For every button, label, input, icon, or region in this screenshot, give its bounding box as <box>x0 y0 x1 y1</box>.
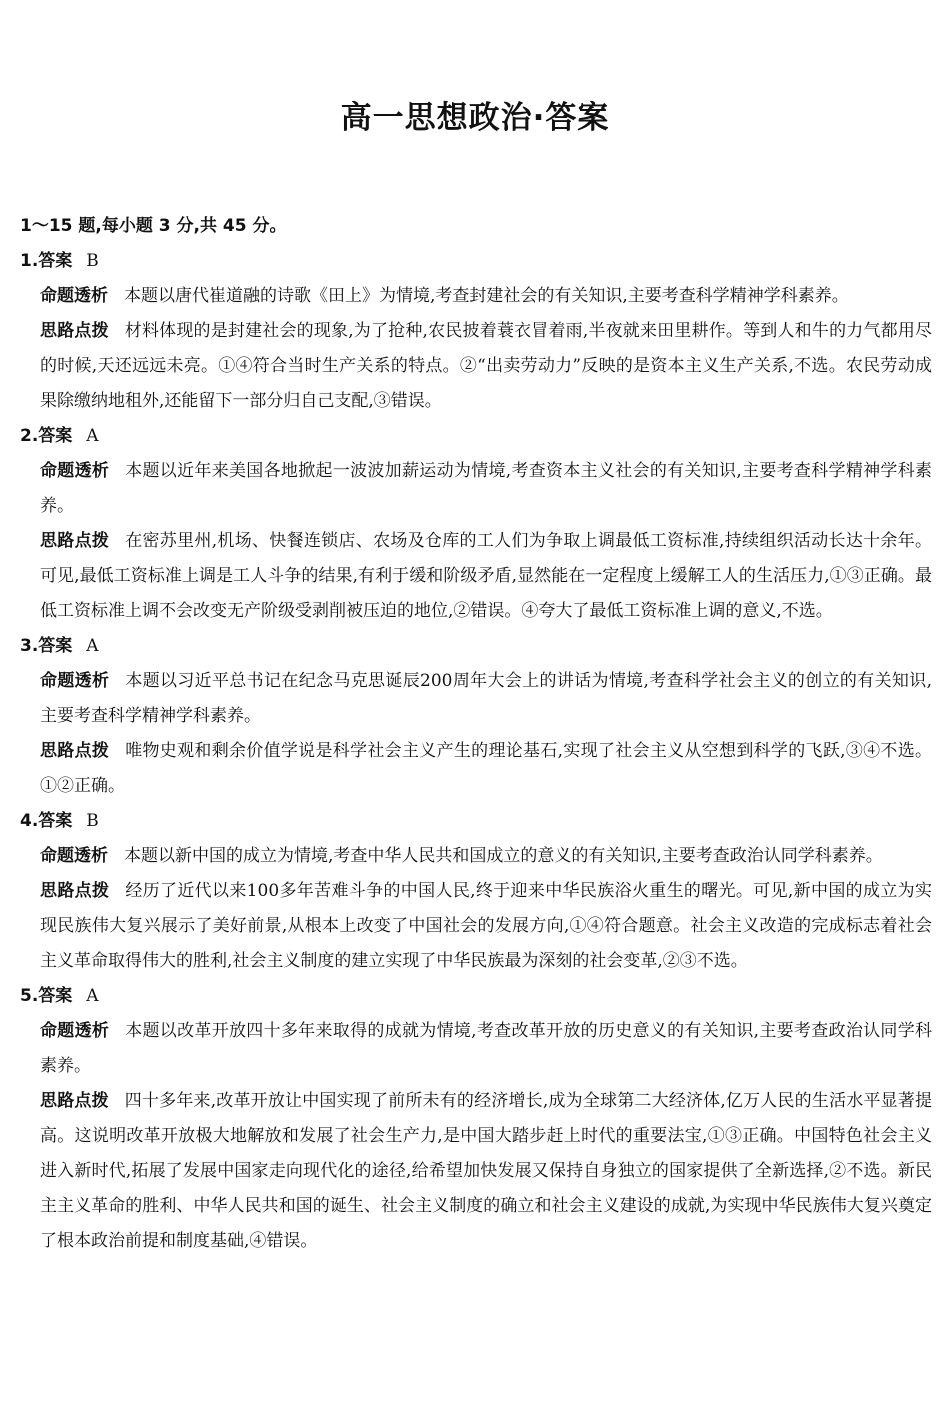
answer-label: 答案 <box>38 811 73 831</box>
analysis-text: 本题以唐代崔道融的诗歌《田上》为情境,考查封建社会的有关知识,主要考查科学精神学科素养。 <box>124 286 849 306</box>
scoring-intro: 1～15 题,每小题 3 分,共 45 分。 <box>20 216 287 236</box>
question-block <box>20 419 932 629</box>
analysis-label: 命题透析 <box>40 1021 110 1041</box>
page-title: 高一思想政治·答案 <box>340 100 610 136</box>
question-block <box>20 244 932 419</box>
question-block <box>20 629 932 804</box>
analysis-label: 命题透析 <box>40 286 108 306</box>
analysis-text: 本题以习近平总书记在纪念马克思诞辰200周年大会上的讲话为情境,考查科学社会主义的创立的有关知识,主要考查科学精神学科素养。 <box>40 671 932 726</box>
analysis-paragraph <box>20 279 932 314</box>
analysis-text: 本题以改革开放四十多年来取得的成就为情境,考查改革开放的历史意义的有关知识,主要考查政治认同学科素养。 <box>40 1021 933 1076</box>
answer-letter: A <box>86 986 99 1006</box>
answer-letter: B <box>86 811 99 831</box>
question-number: 4. <box>20 811 39 831</box>
question-number: 3. <box>20 636 39 656</box>
analysis-text: 本题以近年来美国各地掀起一波波加薪运动为情境,考查资本主义社会的有关知识,主要考查科学精神学科素养。 <box>40 461 933 516</box>
thinking-label: 思路点拨 <box>40 321 109 341</box>
answer-line <box>20 804 932 839</box>
answer-line <box>20 629 932 664</box>
answer-letter: A <box>86 426 99 446</box>
thinking-paragraph <box>20 314 932 419</box>
thinking-label: 思路点拨 <box>40 881 110 901</box>
question-block <box>20 804 932 979</box>
analysis-label: 命题透析 <box>40 461 110 481</box>
thinking-text: 在密苏里州,机场、快餐连锁店、农场及仓库的工人们为争取上调最低工资标准,持续组织活动长达十余年。可见,最低工资标准上调是工人斗争的结果,有利于缓和阶级矛盾,显然能在一定程度上缓解工人的生活压力,①③正确。最低工资标准上调不会改变无产阶级受剥削被压迫的地位,②错误。④夸大了最低工资标准上调的意义,不选。 <box>40 531 933 621</box>
analysis-paragraph <box>20 839 932 874</box>
thinking-text: 四十多年来,改革开放让中国实现了前所未有的经济增长,成为全球第二大经济体,亿万人民的生活水平显著提高。这说明改革开放极大地解放和发展了社会生产力,是中国大踏步赶上时代的重要法宝,①③正确。中国特色社会主义进入新时代,拓展了发展中国家走向现代化的途径,给希望加快发展又保持自身独立的国家提供了全新选择,②不选。新民主主义革命的胜利、中华人民共和国的诞生、社会主义制度的确立和社会主义建设的成就,为实现中华民族伟大复兴奠定了根本政治前提和制度基础,④错误。 <box>40 1091 933 1251</box>
thinking-label: 思路点拨 <box>40 741 110 761</box>
analysis-label: 命题透析 <box>40 846 108 866</box>
thinking-paragraph <box>20 874 932 979</box>
thinking-paragraph <box>20 1084 932 1259</box>
answer-letter: B <box>86 251 99 271</box>
answer-label: 答案 <box>38 636 73 656</box>
analysis-label: 命题透析 <box>40 671 110 691</box>
thinking-text: 材料体现的是封建社会的现象,为了抢种,农民披着蓑衣冒着雨,半夜就来田里耕作。等到人和牛的力气都用尽的时候,天还远远未亮。①④符合当时生产关系的特点。②“出卖劳动力”反映的是资本主义生产关系,不选。农民劳动成果除缴纳地租外,还能留下一部分归自己支配,③错误。 <box>40 321 933 411</box>
answer-line <box>20 244 932 279</box>
thinking-paragraph <box>20 734 932 804</box>
answer-line <box>20 419 932 454</box>
thinking-label: 思路点拨 <box>40 1091 109 1111</box>
question-block <box>20 979 932 1259</box>
answer-label: 答案 <box>38 251 73 271</box>
question-number: 2. <box>20 426 39 446</box>
answer-label: 答案 <box>38 986 73 1006</box>
answer-letter: A <box>86 636 99 656</box>
thinking-text: 经历了近代以来100多年苦难斗争的中国人民,终于迎来中华民族浴火重生的曙光。可见,新中国的成立为实现民族伟大复兴展示了美好前景,从根本上改变了中国社会的发展方向,①④符合题意。社会主义改造的完成标志着社会主义革命取得伟大的胜利,社会主义制度的建立实现了中华民族最为深刻的社会变革,②③不选。 <box>40 881 932 971</box>
thinking-paragraph <box>20 524 932 629</box>
analysis-text: 本题以新中国的成立为情境,考查中华人民共和国成立的意义的有关知识,主要考查政治认同学科素养。 <box>124 846 883 866</box>
answer-content <box>20 209 932 1259</box>
answer-line <box>20 979 932 1014</box>
thinking-label: 思路点拨 <box>40 531 110 551</box>
question-number: 5. <box>20 986 39 1006</box>
thinking-text: 唯物史观和剩余价值学说是科学社会主义产生的理论基石,实现了社会主义从空想到科学的飞跃,③④不选。①②正确。 <box>40 741 933 796</box>
analysis-paragraph <box>20 1014 932 1084</box>
analysis-paragraph <box>20 454 932 524</box>
analysis-paragraph <box>20 664 932 734</box>
answer-label: 答案 <box>38 426 73 446</box>
question-list <box>20 244 932 1259</box>
question-number: 1. <box>20 251 39 271</box>
